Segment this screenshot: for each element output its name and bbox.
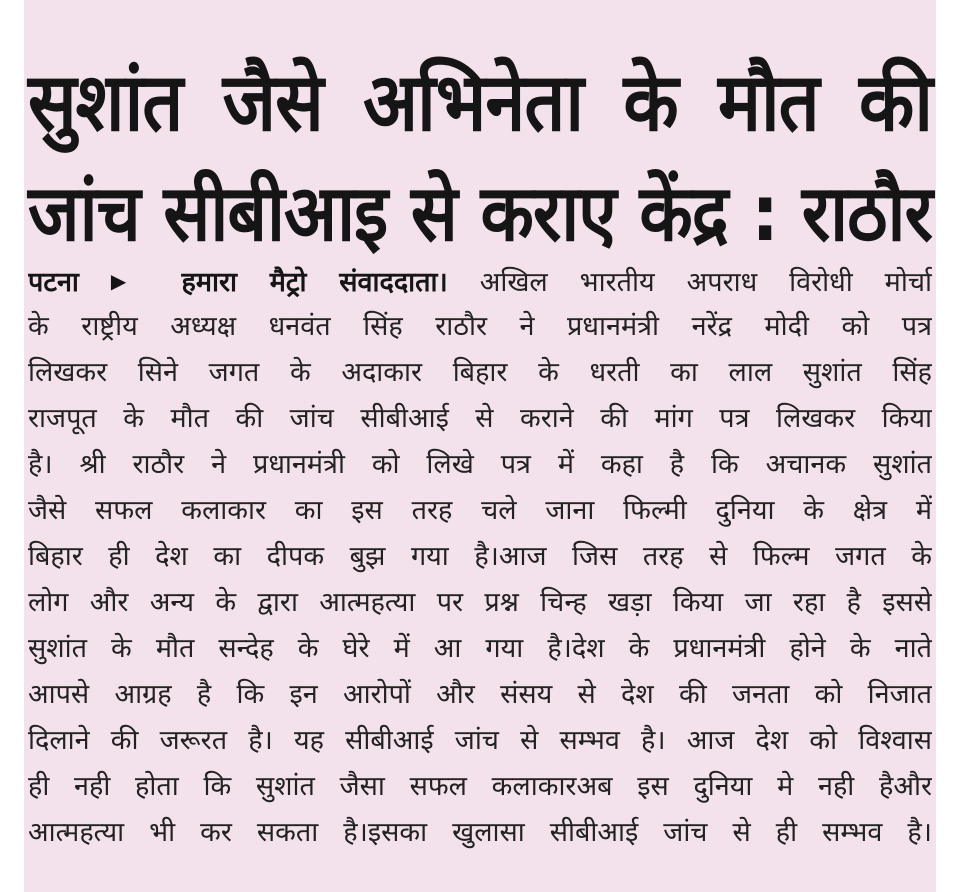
body-line-2: के राष्ट्रीय अध्यक्ष धनवंत सिंह राठौर ने प्रधानमंत्री नरेंद्र मोदी को पत्र [28, 311, 932, 342]
body-line-1 [28, 258, 932, 304]
headline-line-2: जांच सीबीआइ से कराए केंद्र : राठौर [28, 168, 932, 259]
headline [28, 46, 932, 270]
body-line-5: है। श्री राठौर ने प्रधानमंत्री को लिखे पत्र में कहा है कि अचानक सुशांत [28, 449, 932, 480]
body-line-9: सुशांत के मौत सन्देह के घेरे में आ गया है।देश के प्रधानमंत्री होने के नाते [28, 633, 932, 664]
body-line-11: दिलाने की जरूरत है। यह सीबीआई जांच से सम्भव है। आज देश को विश्वास [28, 725, 932, 756]
dateline-city: पटना [28, 267, 79, 298]
article-body [28, 258, 932, 856]
body-text: अखिल भारतीय अपराध विरोधी मोर्चा [479, 267, 932, 298]
headline-line-1: सुशांत जैसे अभिनेता के मौत की [28, 54, 932, 150]
body-line-10: आपसे आग्रह है कि इन आरोपों और संसय से देश की जनता को निजात [28, 679, 932, 710]
body-line-12: ही नही होता कि सुशांत जैसा सफल कलाकारअब इस दुनिया मे नही हैऔर [28, 771, 932, 802]
cropped-next-text [24, 876, 936, 892]
cropped-previous-text [24, 0, 936, 10]
dateline-byline: हमारा मैट्रो संवाददाता। [181, 267, 448, 298]
dateline-arrow-icon: ▶ [110, 269, 150, 293]
body-line-7: बिहार ही देश का दीपक बुझ गया है।आज जिस तरह से फिल्म जगत के [28, 541, 932, 572]
body-line-8: लोग और अन्य के द्वारा आत्महत्या पर प्रश्न चिन्ह खड़ा किया जा रहा है इससे [28, 587, 932, 618]
body-line-4: राजपूत के मौत की जांच सीबीआई से कराने की मांग पत्र लिखकर किया [28, 403, 932, 434]
body-line-13: आत्महत्या भी कर सकता है।इसका खुलासा सीबीआई जांच से ही सम्भव है। [28, 817, 932, 848]
newspaper-clipping [24, 0, 936, 892]
body-line-3: लिखकर सिने जगत के अदाकार बिहार के धरती का लाल सुशांत सिंह [28, 357, 932, 388]
body-line-6: जैसे सफल कलाकार का इस तरह चले जाना फिल्मी दुनिया के क्षेत्र में [28, 495, 932, 526]
